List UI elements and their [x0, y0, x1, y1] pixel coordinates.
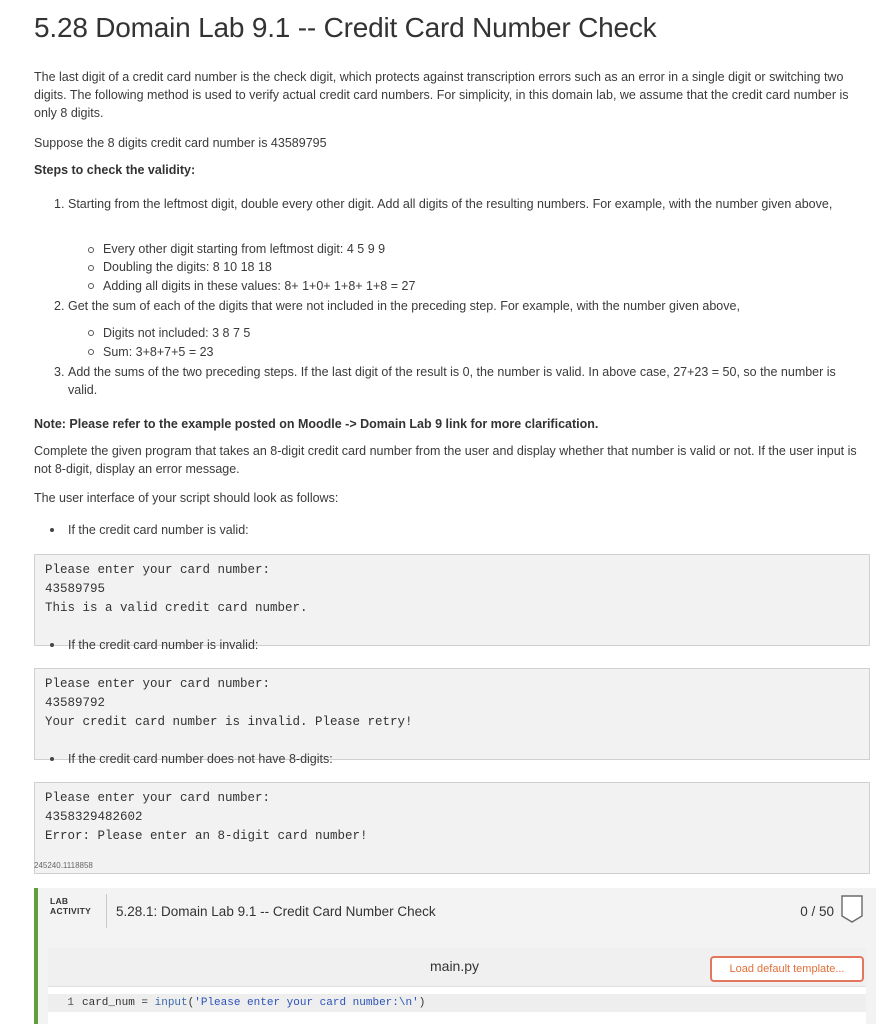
example-output-box	[34, 782, 870, 874]
score-text: 0 / 50	[800, 904, 834, 919]
code-paren: (	[187, 997, 195, 1009]
step-text: Starting from the leftmost digit, double every other digit. Add all digits of the resulting numbers. For example, with the number given above,	[68, 197, 833, 211]
bullet-icon	[50, 757, 54, 761]
list-item: Sum: 3+8+7+5 = 23	[103, 345, 214, 359]
output-line: 4358329482602	[45, 810, 143, 824]
bullet-icon	[88, 349, 94, 355]
page-title: 5.28 Domain Lab 9.1 -- Credit Card Number Check	[34, 12, 657, 43]
bullet-icon	[88, 283, 94, 289]
example-output-box	[34, 554, 870, 646]
content-id: 245240.1118858	[34, 861, 93, 870]
divider	[106, 894, 107, 928]
output-line: Error: Please enter an 8-digit card number!	[45, 829, 368, 843]
code-text[interactable]	[82, 997, 425, 1009]
ui-intro-text: The user interface of your script should look as follows:	[34, 491, 339, 505]
step-number: 3.	[54, 365, 65, 379]
suppose-text: Suppose the 8 digits credit card number is 43589795	[34, 136, 327, 150]
code-variable: card_num	[82, 997, 135, 1009]
list-item: Adding all digits in these values: 8+ 1+0+ 1+8+ 1+8 = 27	[103, 279, 416, 293]
bullet-icon	[88, 265, 94, 271]
lab-tag-line: LAB	[50, 896, 69, 906]
code-string: 'Please enter your card number:\n'	[194, 997, 419, 1009]
code-editor	[48, 948, 866, 1024]
step-text: Add the sums of the two preceding steps. If the last digit of the result is 0, the number is valid. In above case, 27+23 = 50, so the number is valid.	[68, 365, 836, 397]
example-output-box	[34, 668, 870, 760]
line-number: 1	[67, 997, 74, 1009]
output-line: 43589795	[45, 582, 106, 596]
output-line: Please enter your card number:	[45, 791, 271, 805]
output-line: This is a valid credit card number.	[45, 601, 308, 615]
steps-heading: Steps to check the validity:	[34, 163, 196, 177]
list-item: Digits not included: 3 8 7 5	[103, 326, 251, 340]
bullet-icon	[50, 643, 54, 647]
case-label: If the credit card number is invalid:	[68, 638, 259, 652]
lab-activity-tag	[50, 896, 91, 916]
code-paren: )	[418, 997, 426, 1009]
lab-activity-panel	[34, 888, 876, 1024]
output-line: Please enter your card number:	[45, 563, 271, 577]
code-line[interactable]	[48, 994, 866, 1012]
step-number: 2.	[54, 299, 65, 313]
case-label: If the credit card number does not have 8-digits:	[68, 752, 333, 766]
list-item: Doubling the digits: 8 10 18 18	[103, 260, 272, 274]
intro-paragraph: The last digit of a credit card number is the check digit, which protects against transcription errors such as an error in a single digit or switching two digits. The following method is used to verify actual credit card numbers. For simplicity, in this domain lab, we assume that the credit card number is only 8 digits.	[34, 70, 849, 120]
lab-title: 5.28.1: Domain Lab 9.1 -- Credit Card Number Check	[116, 904, 436, 919]
lab-tag-line: ACTIVITY	[50, 906, 92, 916]
step-text: Get the sum of each of the digits that were not included in the preceding step. For example, with the number given above,	[68, 299, 740, 313]
list-item: Every other digit starting from leftmost digit: 4 5 9 9	[103, 242, 386, 256]
editor-header	[48, 948, 866, 987]
bullet-icon	[88, 330, 94, 336]
output-line: 43589792	[45, 696, 106, 710]
filename-label: main.py	[430, 958, 480, 974]
case-label: If the credit card number is valid:	[68, 523, 249, 537]
completion-badge-icon	[840, 894, 864, 924]
step-number: 1.	[54, 197, 65, 211]
output-line: Please enter your card number:	[45, 677, 271, 691]
code-operator: =	[134, 997, 155, 1009]
load-default-template-button[interactable]: Load default template...	[710, 956, 864, 982]
bullet-icon	[50, 528, 54, 532]
code-function: input	[154, 997, 188, 1009]
output-line: Your credit card number is invalid. Please retry!	[45, 715, 413, 729]
instructions-paragraph: Complete the given program that takes an 8-digit credit card number from the user and display whether that number is valid or not. If the user input is not 8-digit, display an error message.	[34, 444, 857, 476]
note-text: Note: Please refer to the example posted on Moodle -> Domain Lab 9 link for more clarification.	[34, 417, 599, 431]
bullet-icon	[88, 247, 94, 253]
